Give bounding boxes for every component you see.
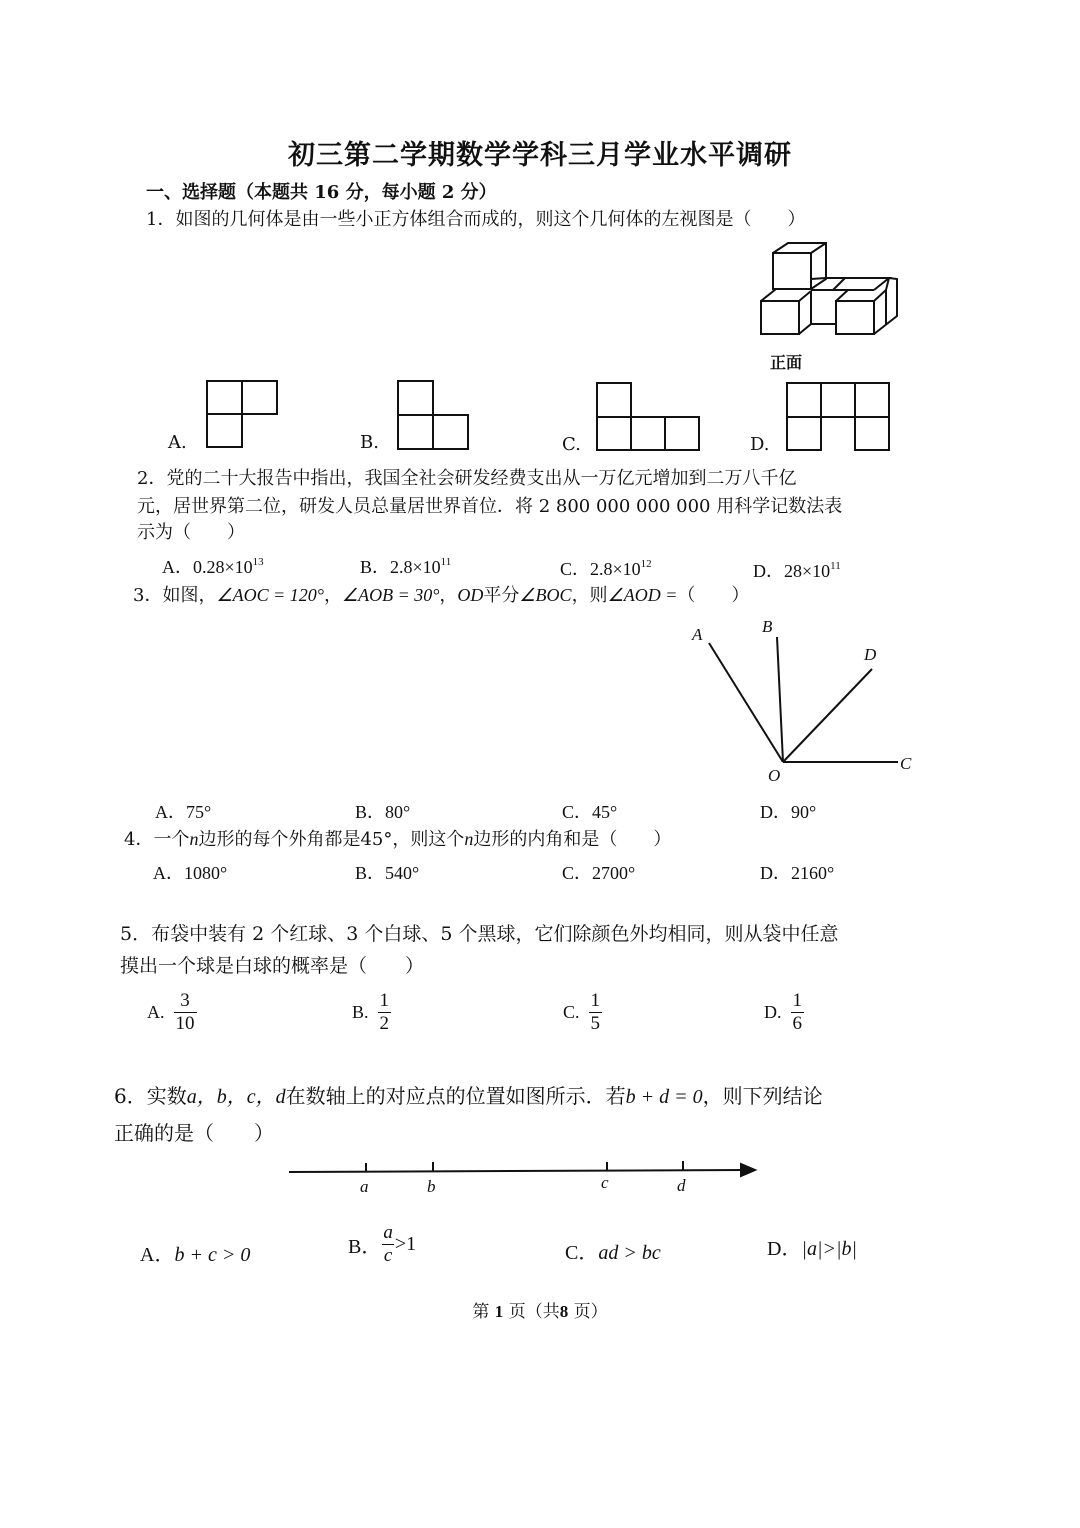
fraction [589, 990, 603, 1035]
stem-text: 平分 [483, 585, 520, 606]
point-label-d: d [677, 1176, 686, 1195]
option-label: C. [563, 1002, 580, 1022]
question-2-line-1: 2．党的二十大报告中指出，我国全社会研发经费支出从一万亿元增加到二万八千亿 [137, 468, 797, 489]
option-value: 45° [592, 802, 618, 822]
option-label: A． [140, 1244, 175, 1266]
q2-option-c[interactable] [560, 555, 652, 581]
option-label: C． [560, 559, 591, 579]
q6-option-c[interactable] [565, 1236, 661, 1265]
ray-od: OD [457, 585, 484, 605]
option-label: A． [162, 557, 193, 577]
label-d: D [864, 645, 877, 664]
question-6-line-2: 正确的是（ ） [114, 1121, 274, 1145]
point-label-a: a [360, 1177, 369, 1196]
stem-text: 边形的内角和是（ ） [473, 829, 672, 850]
q1-option-b-label[interactable]: B. [360, 432, 379, 453]
option-label: B. [352, 1002, 369, 1022]
numerator: 1 [792, 990, 802, 1011]
q2-option-d[interactable] [753, 557, 841, 583]
page-number: 1 [494, 1302, 504, 1321]
q1-option-d-label[interactable]: D. [750, 434, 770, 455]
option-label: B． [355, 863, 386, 883]
option-exponent: 11 [440, 556, 452, 568]
total-pages: 8 [559, 1302, 569, 1321]
denominator: 5 [590, 1013, 601, 1034]
option-label: B． [348, 1236, 382, 1258]
ray-oa [709, 643, 783, 762]
question-5-line-1: 5．布袋中装有 2 个红球、3 个白球、5 个黑球，它们除颜色外均相同，则从袋中任意 [120, 923, 839, 945]
option-value: 75° [186, 802, 212, 822]
q6-option-a[interactable] [140, 1238, 250, 1267]
option-label: A． [155, 802, 186, 822]
option-label: D． [767, 1238, 802, 1260]
fraction [381, 1222, 395, 1267]
question-5-line-2: 摸出一个球是白球的概率是（ ） [120, 955, 425, 977]
denominator: 10 [175, 1013, 195, 1034]
axis-arrow-icon [741, 1164, 755, 1176]
q3-option-c[interactable] [562, 798, 617, 824]
option-label: A. [147, 1002, 165, 1022]
q6-option-d[interactable] [767, 1232, 857, 1261]
condition: b + d = 0 [625, 1086, 703, 1108]
option-exponent: 13 [252, 556, 264, 568]
option-value: 28×10 [784, 561, 831, 581]
q4-option-b[interactable] [355, 859, 419, 885]
q6-option-b[interactable] [348, 1222, 416, 1267]
option-value: b + c > 0 [174, 1244, 251, 1266]
angle-aod: ∠AOD = [607, 585, 678, 605]
option-d-view [787, 383, 889, 450]
q2-option-b[interactable] [360, 553, 451, 579]
option-value: 80° [385, 802, 411, 822]
numerator: 1 [590, 990, 601, 1011]
numerator: a [383, 1222, 393, 1243]
point-label-b: b [427, 1177, 436, 1196]
option-label: C． [565, 1242, 599, 1264]
option-label: C． [562, 802, 593, 822]
cube-right-front [836, 301, 874, 334]
q5-option-a[interactable] [147, 990, 197, 1035]
q1-option-c-label[interactable]: C. [562, 434, 581, 455]
stem-text: 4．一个 [124, 829, 190, 850]
exam-title: 初三第二学期数学学科三月学业水平调研 [288, 140, 792, 171]
q4-option-a[interactable] [153, 859, 227, 885]
label-c: C [900, 754, 912, 773]
option-value: 2160° [791, 863, 835, 883]
q4-option-c[interactable] [562, 859, 635, 885]
denominator: 6 [792, 1013, 802, 1034]
question-6-line-1 [114, 1083, 823, 1110]
section-heading: 一、选择题（本题共 16 分，每小题 2 分） [146, 182, 497, 203]
q3-option-b[interactable] [355, 798, 410, 824]
cube-top-front [773, 253, 811, 289]
figure-caption-front: 正面 [770, 353, 803, 372]
ray-od [783, 669, 872, 762]
q2-option-a[interactable] [162, 553, 264, 579]
angle-aob: ∠AOB = 30° [341, 585, 440, 605]
option-label: D． [753, 561, 784, 581]
fraction [791, 990, 805, 1035]
stem-text: ，则 [571, 585, 608, 606]
footer-text: 第 [472, 1302, 490, 1322]
q5-option-d[interactable] [764, 990, 804, 1035]
angle-aoc: ∠AOC = 120° [216, 585, 324, 605]
stem-text: 在数轴上的对应点的位置如图所示．若 [285, 1084, 626, 1108]
q4-option-d[interactable] [760, 859, 834, 885]
option-label: D. [764, 1002, 782, 1022]
cube-top-side [773, 243, 826, 289]
denominator: c [383, 1245, 393, 1266]
option-value: 0.28×10 [193, 557, 253, 577]
page-footer [0, 1297, 1080, 1322]
label-o: O [768, 766, 781, 785]
footer-text: 页（共 [508, 1302, 560, 1322]
fraction [378, 990, 392, 1035]
option-c-view [597, 383, 699, 450]
question-3-stem: 3．如图，∠AOC = 120°，∠AOB = 30°，OD平分∠BOC，则∠AOD =（ ） [133, 585, 750, 606]
option-value: |a|>|b| [801, 1238, 857, 1260]
option-exponent: 11 [830, 560, 841, 572]
q5-option-b[interactable] [352, 990, 391, 1035]
axis-line [289, 1170, 745, 1172]
option-value: ad > bc [598, 1242, 661, 1264]
label-a: A [692, 625, 703, 644]
option-b-view [398, 381, 468, 449]
angle-boc: ∠BOC [519, 585, 572, 605]
denominator: 2 [379, 1013, 390, 1034]
q5-option-c[interactable] [563, 990, 602, 1035]
option-a-view [207, 381, 277, 447]
question-4-stem [124, 826, 671, 853]
option-exponent: 12 [640, 558, 652, 570]
label-b: B [762, 617, 773, 636]
ray-ob [777, 637, 783, 762]
stem-text: ，则下列结论 [702, 1084, 823, 1108]
option-value: 2700° [592, 863, 636, 883]
option-label: D． [760, 802, 791, 822]
q1-option-a-label[interactable]: A. [168, 432, 187, 453]
variable-n: n [464, 829, 474, 849]
option-label: D． [760, 863, 791, 883]
footer-text: 页） [573, 1302, 608, 1322]
question-1-stem: 1．如图的几何体是由一些小正方体组合而成的，则这个几何体的左视图是（ ） [146, 209, 806, 230]
stem-text: 3．如图， [133, 585, 217, 606]
option-value: 2.8×10 [390, 557, 441, 577]
fraction [174, 990, 197, 1035]
option-label: B． [355, 802, 386, 822]
stem-text: 边形的每个外角都是45°，则这个 [198, 829, 465, 850]
variables: a，b，c，d [186, 1086, 286, 1108]
question-2-line-3: 示为（ ） [137, 522, 245, 543]
question-2-line-2: 元，居世界第二位，研发人员总量居世界首位．将 2 800 000 000 000 用科学记数法表 [137, 496, 843, 517]
option-value: 1080° [184, 863, 228, 883]
variable-n: n [189, 829, 199, 849]
point-label-c: c [601, 1173, 609, 1192]
option-label: C． [562, 863, 593, 883]
option-value: >1 [394, 1233, 417, 1255]
option-label: A． [153, 863, 184, 883]
answer-blank: （ ） [677, 585, 750, 606]
q3-option-d[interactable] [760, 798, 816, 824]
numerator: 1 [379, 990, 390, 1011]
option-value: 90° [791, 802, 817, 822]
option-value: 540° [385, 863, 420, 883]
stem-text: 6．实数 [114, 1084, 187, 1108]
q3-option-a[interactable] [155, 798, 211, 824]
option-label: B． [360, 557, 391, 577]
numerator: 3 [180, 990, 190, 1011]
option-value: 2.8×10 [590, 559, 641, 579]
cube-left-front [761, 301, 799, 334]
